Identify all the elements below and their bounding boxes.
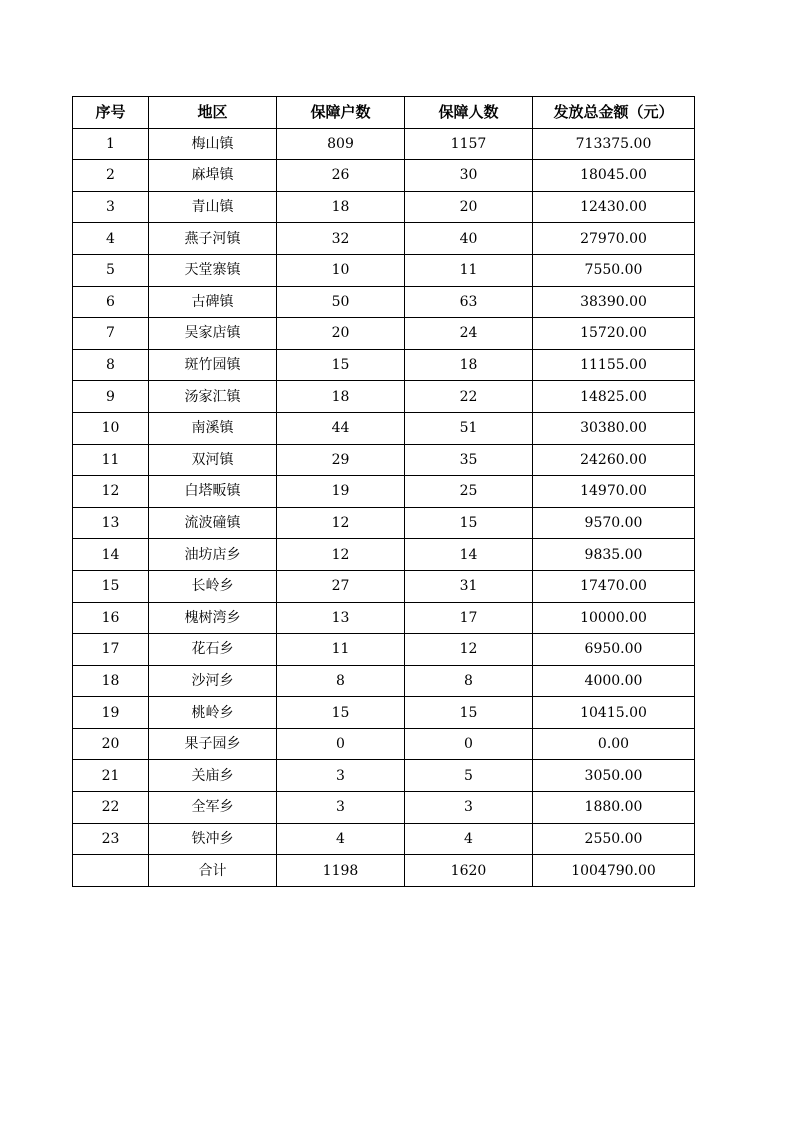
- cell-serial: 16: [73, 602, 149, 634]
- table-row: [73, 381, 695, 413]
- cell-region: 梅山镇: [149, 128, 277, 160]
- cell-households: 15: [277, 349, 405, 381]
- cell-households: 10: [277, 254, 405, 286]
- cell-serial: 2: [73, 160, 149, 192]
- cell-region: 南溪镇: [149, 412, 277, 444]
- cell-amount: 4000.00: [533, 665, 695, 697]
- cell-households: 26: [277, 160, 405, 192]
- table-row: [73, 318, 695, 350]
- table-row: [73, 191, 695, 223]
- cell-persons: 18: [405, 349, 533, 381]
- cell-region: 果子园乡: [149, 728, 277, 760]
- table-row: [73, 570, 695, 602]
- cell-amount: 15720.00: [533, 318, 695, 350]
- total-cell-region: 合计: [149, 855, 277, 887]
- cell-region: 全军乡: [149, 792, 277, 824]
- header-region: 地区: [149, 97, 277, 129]
- table-row: [73, 223, 695, 255]
- cell-amount: 38390.00: [533, 286, 695, 318]
- table-row: [73, 507, 695, 539]
- cell-amount: 6950.00: [533, 634, 695, 666]
- cell-amount: 24260.00: [533, 444, 695, 476]
- cell-persons: 22: [405, 381, 533, 413]
- table-row: [73, 728, 695, 760]
- cell-region: 桃岭乡: [149, 697, 277, 729]
- cell-region: 沙河乡: [149, 665, 277, 697]
- cell-region: 斑竹园镇: [149, 349, 277, 381]
- cell-amount: 2550.00: [533, 823, 695, 855]
- cell-persons: 25: [405, 476, 533, 508]
- cell-persons: 0: [405, 728, 533, 760]
- cell-region: 白塔畈镇: [149, 476, 277, 508]
- subsidy-table: [72, 96, 695, 887]
- cell-serial: 6: [73, 286, 149, 318]
- cell-amount: 713375.00: [533, 128, 695, 160]
- cell-households: 44: [277, 412, 405, 444]
- cell-persons: 30: [405, 160, 533, 192]
- cell-serial: 19: [73, 697, 149, 729]
- cell-persons: 31: [405, 570, 533, 602]
- cell-serial: 12: [73, 476, 149, 508]
- cell-persons: 51: [405, 412, 533, 444]
- cell-persons: 14: [405, 539, 533, 571]
- cell-households: 3: [277, 792, 405, 824]
- cell-region: 铁冲乡: [149, 823, 277, 855]
- cell-region: 汤家汇镇: [149, 381, 277, 413]
- document-page: [72, 96, 694, 887]
- cell-amount: 14825.00: [533, 381, 695, 413]
- table-row: [73, 349, 695, 381]
- cell-region: 青山镇: [149, 191, 277, 223]
- table-row: [73, 697, 695, 729]
- header-row: [73, 97, 695, 129]
- cell-region: 长岭乡: [149, 570, 277, 602]
- cell-serial: 8: [73, 349, 149, 381]
- cell-serial: 3: [73, 191, 149, 223]
- cell-serial: 21: [73, 760, 149, 792]
- cell-serial: 14: [73, 539, 149, 571]
- cell-amount: 11155.00: [533, 349, 695, 381]
- total-row: [73, 855, 695, 887]
- cell-amount: 12430.00: [533, 191, 695, 223]
- cell-serial: 18: [73, 665, 149, 697]
- table-row: [73, 602, 695, 634]
- cell-households: 0: [277, 728, 405, 760]
- cell-households: 4: [277, 823, 405, 855]
- header-persons: 保障人数: [405, 97, 533, 129]
- cell-region: 麻埠镇: [149, 160, 277, 192]
- cell-amount: 17470.00: [533, 570, 695, 602]
- cell-households: 20: [277, 318, 405, 350]
- cell-households: 18: [277, 381, 405, 413]
- cell-serial: 15: [73, 570, 149, 602]
- cell-persons: 15: [405, 697, 533, 729]
- table-row: [73, 823, 695, 855]
- cell-persons: 3: [405, 792, 533, 824]
- cell-households: 19: [277, 476, 405, 508]
- cell-households: 18: [277, 191, 405, 223]
- cell-serial: 5: [73, 254, 149, 286]
- cell-region: 槐树湾乡: [149, 602, 277, 634]
- cell-amount: 14970.00: [533, 476, 695, 508]
- cell-persons: 12: [405, 634, 533, 666]
- cell-region: 吴家店镇: [149, 318, 277, 350]
- total-cell-serial: [73, 855, 149, 887]
- header-serial: 序号: [73, 97, 149, 129]
- total-cell-households: 1198: [277, 855, 405, 887]
- cell-persons: 24: [405, 318, 533, 350]
- cell-region: 花石乡: [149, 634, 277, 666]
- total-cell-persons: 1620: [405, 855, 533, 887]
- cell-amount: 10000.00: [533, 602, 695, 634]
- cell-amount: 9570.00: [533, 507, 695, 539]
- table-row: [73, 412, 695, 444]
- cell-persons: 15: [405, 507, 533, 539]
- table-header: [73, 97, 695, 129]
- cell-amount: 9835.00: [533, 539, 695, 571]
- table-row: [73, 254, 695, 286]
- cell-region: 油坊店乡: [149, 539, 277, 571]
- cell-households: 29: [277, 444, 405, 476]
- cell-persons: 8: [405, 665, 533, 697]
- table-row: [73, 792, 695, 824]
- cell-amount: 10415.00: [533, 697, 695, 729]
- table-row: [73, 286, 695, 318]
- table-row: [73, 665, 695, 697]
- cell-households: 15: [277, 697, 405, 729]
- cell-serial: 11: [73, 444, 149, 476]
- cell-persons: 40: [405, 223, 533, 255]
- cell-region: 流波䃥镇: [149, 507, 277, 539]
- cell-persons: 17: [405, 602, 533, 634]
- cell-serial: 9: [73, 381, 149, 413]
- cell-households: 11: [277, 634, 405, 666]
- cell-serial: 20: [73, 728, 149, 760]
- cell-amount: 18045.00: [533, 160, 695, 192]
- cell-households: 27: [277, 570, 405, 602]
- cell-amount: 0.00: [533, 728, 695, 760]
- cell-region: 天堂寨镇: [149, 254, 277, 286]
- cell-households: 32: [277, 223, 405, 255]
- cell-households: 50: [277, 286, 405, 318]
- cell-amount: 3050.00: [533, 760, 695, 792]
- cell-households: 12: [277, 507, 405, 539]
- cell-amount: 7550.00: [533, 254, 695, 286]
- cell-households: 809: [277, 128, 405, 160]
- cell-serial: 22: [73, 792, 149, 824]
- cell-persons: 4: [405, 823, 533, 855]
- cell-region: 关庙乡: [149, 760, 277, 792]
- cell-persons: 63: [405, 286, 533, 318]
- table-row: [73, 160, 695, 192]
- cell-households: 12: [277, 539, 405, 571]
- table-row: [73, 634, 695, 666]
- cell-serial: 10: [73, 412, 149, 444]
- table-body: [73, 128, 695, 886]
- table-row: [73, 476, 695, 508]
- cell-households: 8: [277, 665, 405, 697]
- cell-amount: 27970.00: [533, 223, 695, 255]
- cell-persons: 11: [405, 254, 533, 286]
- cell-amount: 1880.00: [533, 792, 695, 824]
- cell-persons: 5: [405, 760, 533, 792]
- cell-serial: 7: [73, 318, 149, 350]
- cell-persons: 20: [405, 191, 533, 223]
- cell-households: 13: [277, 602, 405, 634]
- cell-region: 燕子河镇: [149, 223, 277, 255]
- cell-serial: 1: [73, 128, 149, 160]
- cell-serial: 4: [73, 223, 149, 255]
- table-row: [73, 760, 695, 792]
- header-amount: 发放总金额（元）: [533, 97, 695, 129]
- table-row: [73, 444, 695, 476]
- cell-serial: 23: [73, 823, 149, 855]
- cell-households: 3: [277, 760, 405, 792]
- cell-persons: 35: [405, 444, 533, 476]
- cell-region: 古碑镇: [149, 286, 277, 318]
- cell-serial: 17: [73, 634, 149, 666]
- total-cell-amount: 1004790.00: [533, 855, 695, 887]
- header-households: 保障户数: [277, 97, 405, 129]
- table-row: [73, 539, 695, 571]
- cell-amount: 30380.00: [533, 412, 695, 444]
- cell-region: 双河镇: [149, 444, 277, 476]
- table-row: [73, 128, 695, 160]
- cell-serial: 13: [73, 507, 149, 539]
- cell-persons: 1157: [405, 128, 533, 160]
